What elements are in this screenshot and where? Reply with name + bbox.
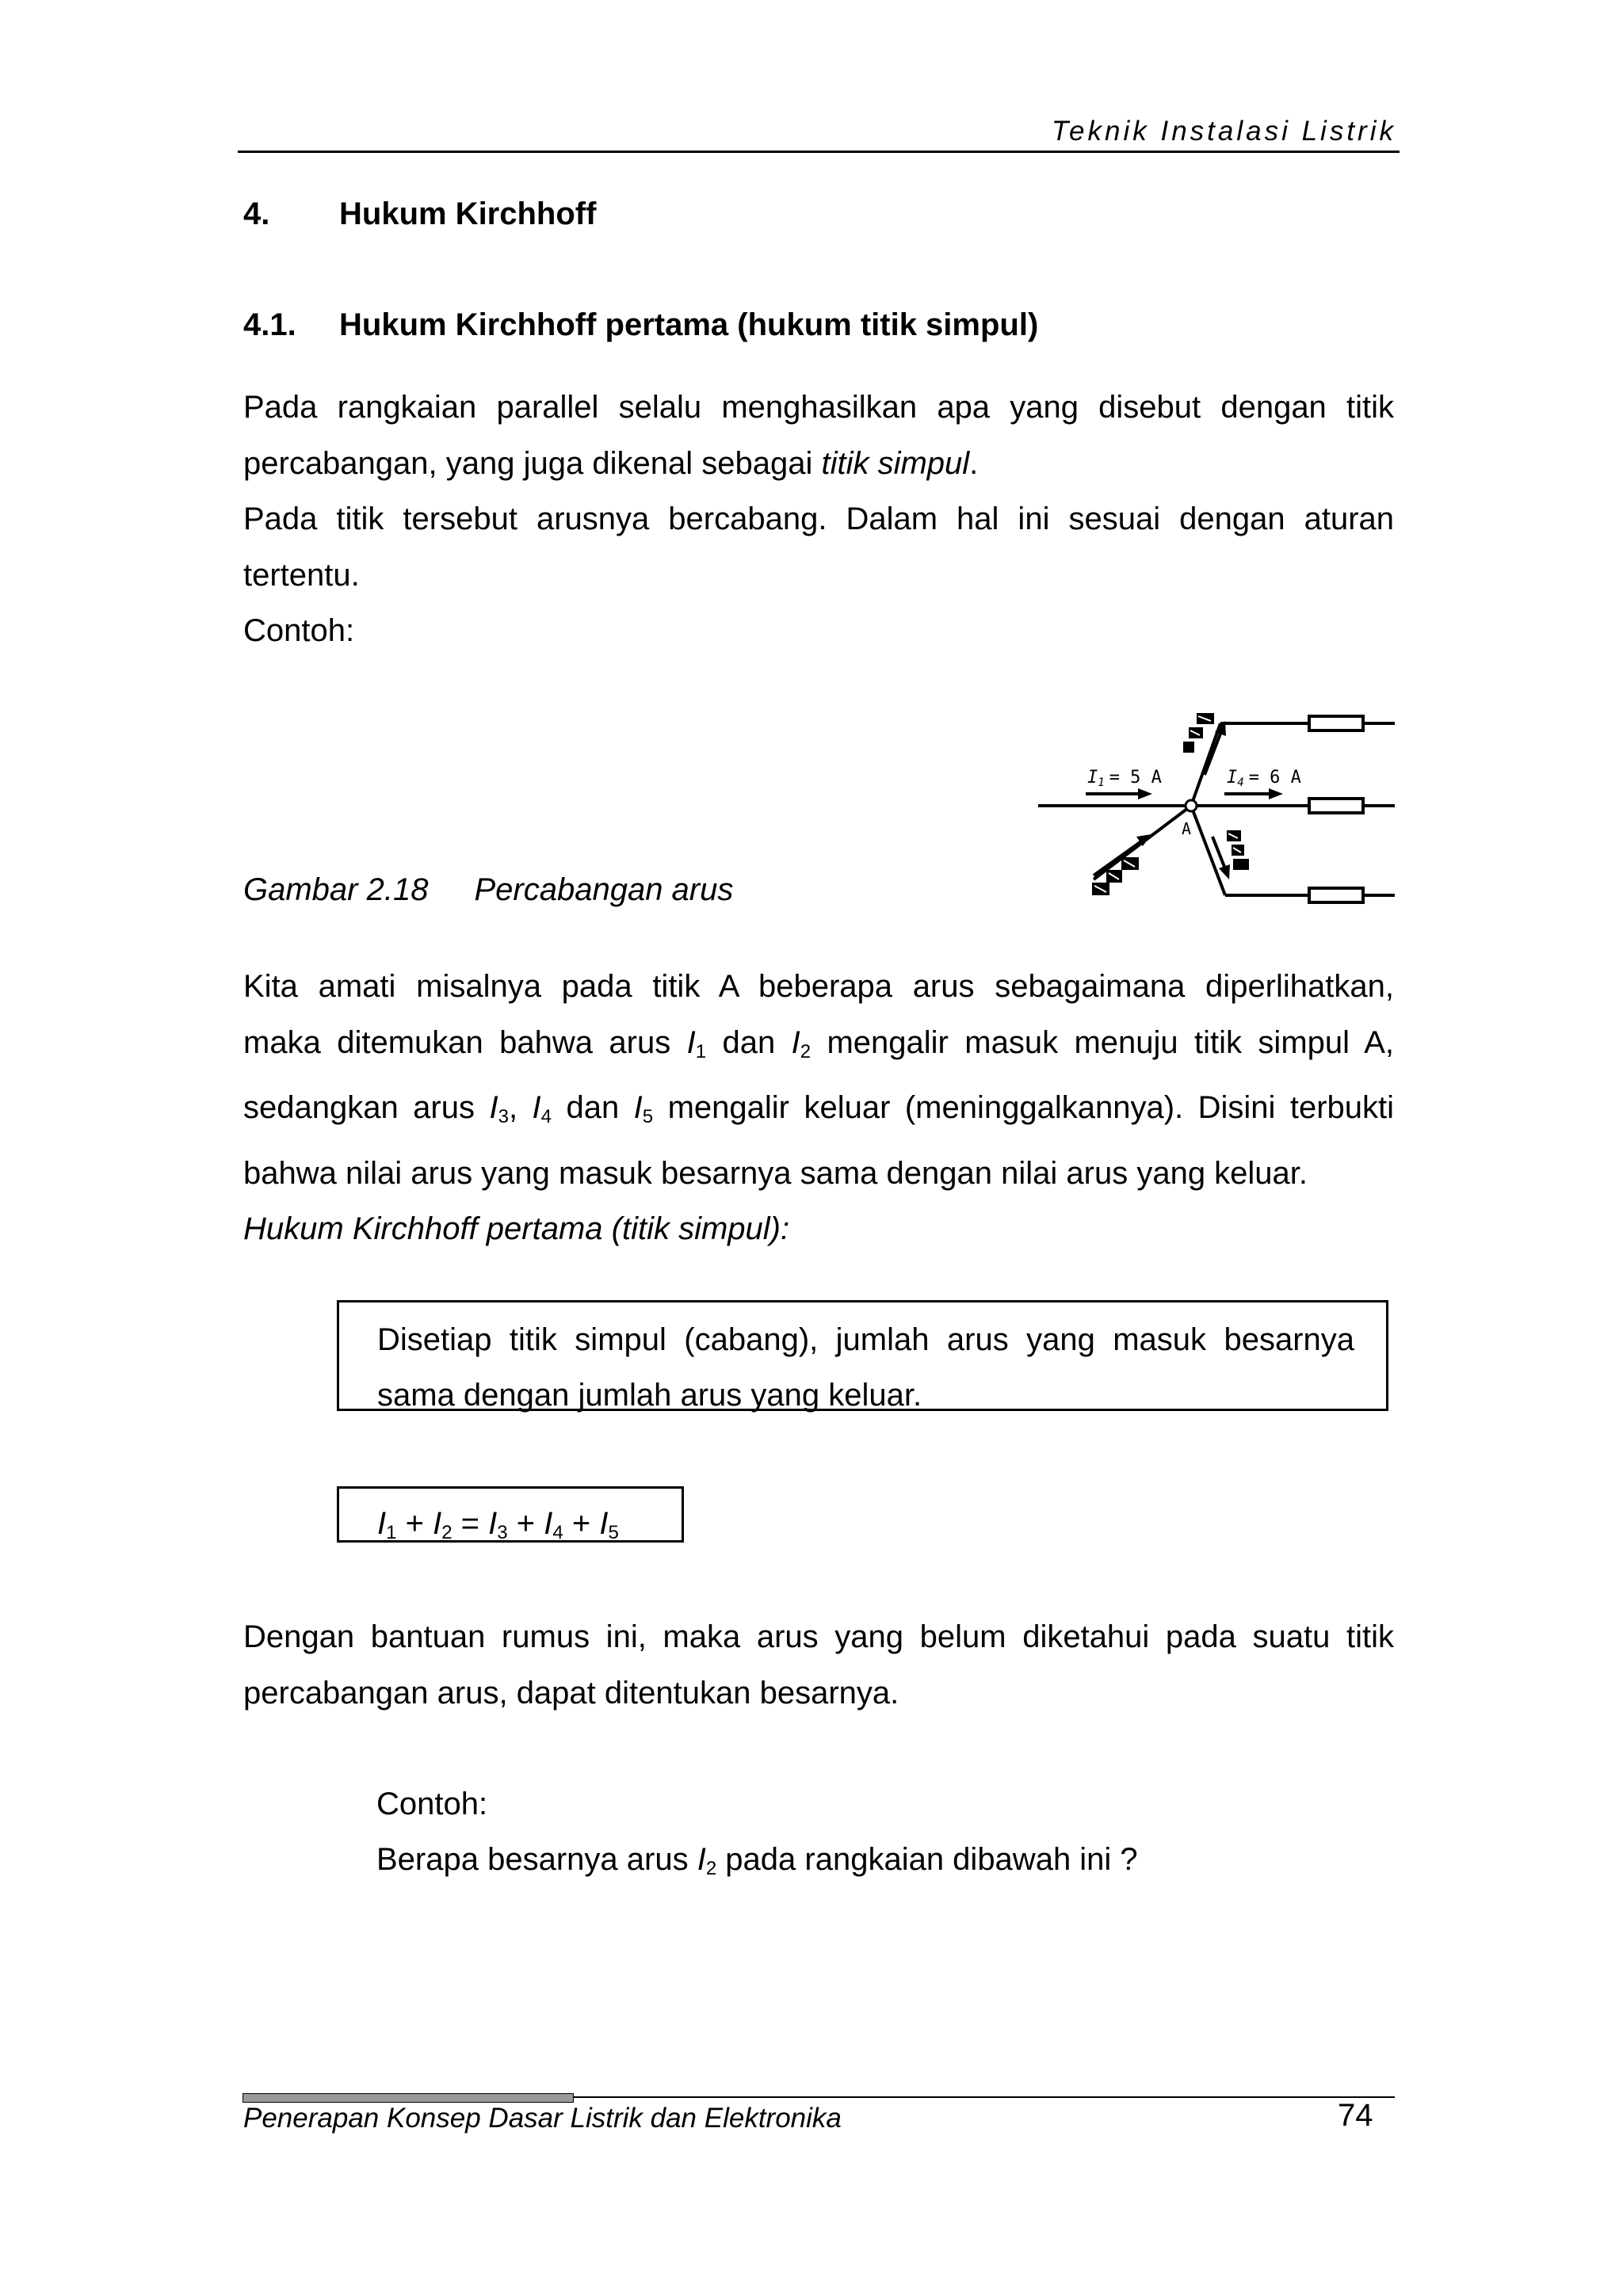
- law-line-2: sama dengan jumlah arus yang keluar.: [377, 1378, 922, 1413]
- subsection-title: Hukum Kirchhoff pertama (hukum titik simpul): [339, 307, 1039, 342]
- arrow-i1: [1138, 788, 1152, 799]
- intro-paragraph: [243, 379, 1394, 659]
- resistor-bottom: [1309, 888, 1363, 902]
- junction-node-a: [1186, 800, 1197, 811]
- page-number: 74: [1338, 2098, 1373, 2133]
- header-rule: [238, 151, 1400, 153]
- explanation-line-1: Kita amati misalnya pada titik A beberapa arus sebagaimana diperlihatkan,: [243, 969, 1394, 1004]
- term-titik-simpul: titik simpul: [821, 445, 970, 481]
- section-title: Hukum Kirchhoff: [339, 196, 597, 231]
- section-number: 4.: [243, 196, 270, 231]
- arrow-i5: [1219, 864, 1230, 879]
- intro-line-3: Pada titik tersebut arusnya bercabang. Dalam hal ini sesuai dengan aturan: [243, 502, 1394, 536]
- resistor-middle: [1309, 799, 1363, 813]
- intro-line-1: Pada rangkaian parallel selalu menghasilkan apa yang disebut dengan titik: [243, 390, 1394, 425]
- caption-number: Gambar 2.18: [243, 872, 429, 907]
- explanation-paragraph: [243, 959, 1394, 1257]
- law-line-1: Disetiap titik simpul (cabang), jumlah arus yang masuk besarnya: [377, 1322, 1354, 1357]
- law-heading: Hukum Kirchhoff pertama (titik simpul):: [243, 1211, 790, 1246]
- running-header: Teknik Instalasi Listrik: [1051, 116, 1396, 147]
- footer-title: Penerapan Konsep Dasar Listrik dan Elektronika: [243, 2103, 842, 2134]
- example-question: Berapa besarnya arus $I_2$ pada rangkaian dibawah ini ?: [376, 1842, 1138, 1879]
- intro-line-2: percabangan, yang juga dikenal sebagai titik simpul.: [243, 445, 979, 481]
- figure-caption: [243, 872, 733, 908]
- wire-i5: [1191, 806, 1225, 895]
- conclusion-line-2: percabangan arus, dapat ditentukan besarnya.: [243, 1675, 899, 1711]
- arrow-i4: [1269, 788, 1283, 799]
- explanation-line-2: maka ditemukan bahwa arus $I_1$ dan $I_2$ mengalir masuk menuju titik simpul A,: [243, 1024, 1394, 1062]
- node-label-a: A: [1182, 819, 1192, 838]
- law-statement-box: [337, 1300, 1388, 1411]
- explanation-line-3: sedangkan arus $I_3$, $I_4$ dan $I_5$ mengalir keluar (meninggalkannya). Disini terbukti: [243, 1090, 1395, 1127]
- label-i4: I4 = 6 A: [1227, 768, 1301, 789]
- resistor-top: [1309, 716, 1363, 730]
- intro-line-5: Contoh:: [243, 613, 355, 648]
- label-i5-garbled: [1227, 830, 1249, 870]
- conclusion-paragraph: [243, 1609, 1394, 1721]
- conclusion-line-1: Dengan bantuan rumus ini, maka arus yang belum diketahui pada suatu titik: [243, 1619, 1394, 1654]
- explanation-line-4: bahwa nilai arus yang masuk besarnya sama dengan nilai arus yang keluar.: [243, 1155, 1308, 1191]
- current-branching-diagram: [1030, 697, 1403, 935]
- subsection-number: 4.1.: [243, 307, 296, 342]
- footer-bar: [242, 2093, 574, 2103]
- example-label: Contoh:: [376, 1787, 488, 1821]
- caption-text: Percabangan arus: [474, 872, 734, 907]
- label-i3-garbled: [1183, 713, 1214, 753]
- formula: $I_1 + I_2 = I_3 + I_4 + I_5$: [377, 1506, 619, 1543]
- intro-line-4: tertentu.: [243, 557, 360, 593]
- formula-box: [337, 1486, 684, 1543]
- label-i1: I1 = 5 A: [1087, 768, 1162, 789]
